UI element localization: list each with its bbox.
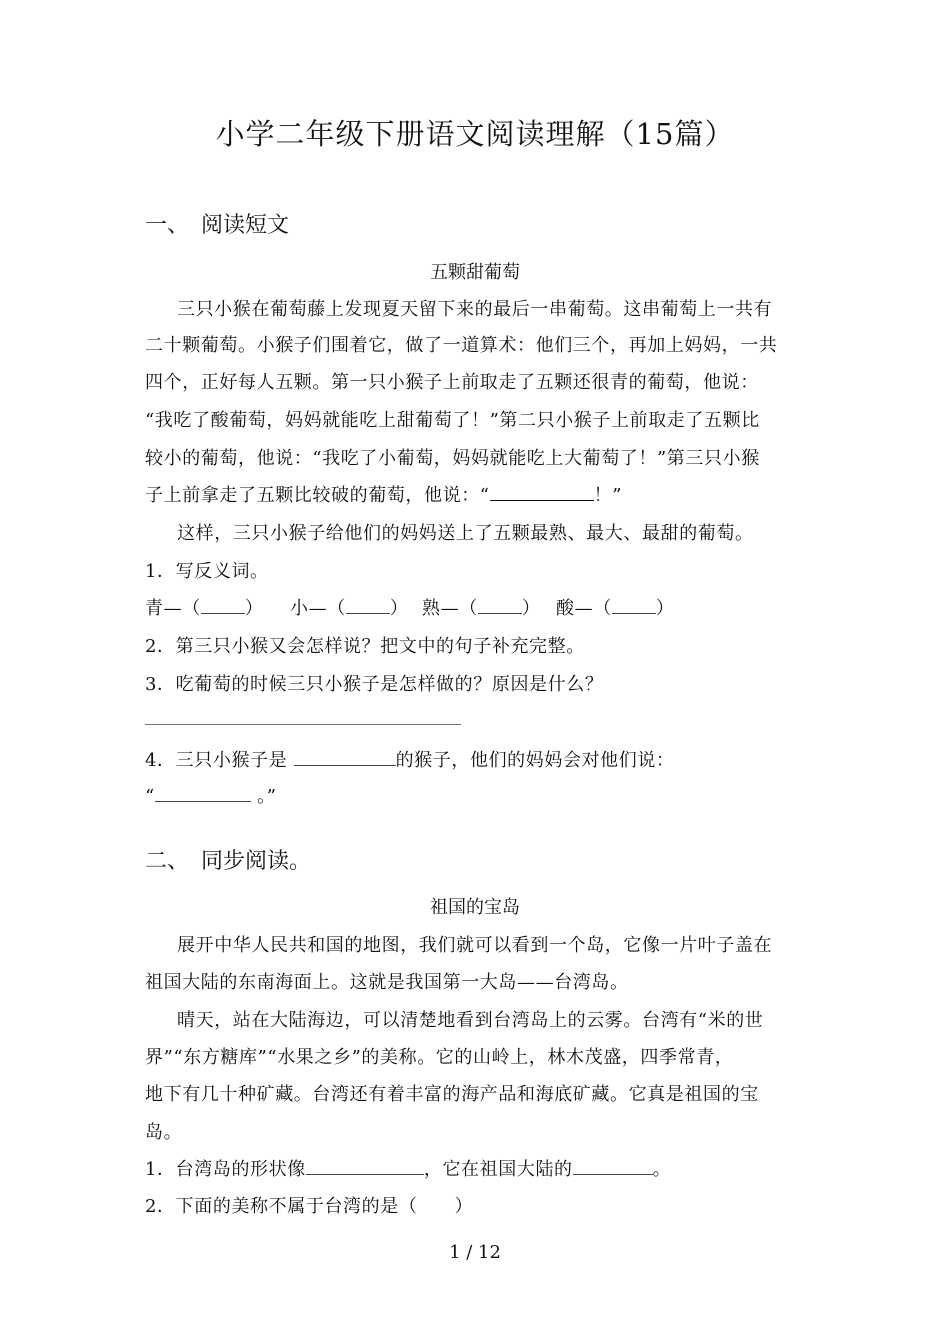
story-line: 祖国大陆的东南海面上。这就是我国第一大岛——台湾岛。 — [145, 972, 629, 993]
section-heading-text: 阅读短文 — [201, 213, 290, 238]
section-heading-2 — [145, 844, 311, 875]
story-text: 子上前拿走了五颗比较破的葡萄，他说：“ — [145, 485, 490, 506]
question-1: 1．写反义词。 — [145, 561, 269, 582]
antonym-blank[interactable] — [612, 597, 656, 614]
question-2: 2．第三只小猴又会怎样说？把文中的句子补充完整。 — [145, 636, 585, 657]
section-heading-1 — [145, 208, 289, 239]
antonym-item: 熟—（ ） — [422, 598, 541, 619]
answer-line[interactable] — [145, 724, 461, 725]
question-1: 1．台湾岛的形状像 ，它在祖国大陆的 。 — [145, 1159, 672, 1180]
antonym-item: 小—（ ） — [290, 598, 409, 619]
question-4: 4．三只小猴子是 的猴子，他们的妈妈会对他们说： — [145, 750, 675, 771]
antonym-blank[interactable] — [201, 597, 245, 614]
story-line-with-blank — [145, 481, 622, 507]
story-line: 四个，正好每人五颗。第一只小猴子上前取走了五颗还很青的葡萄，他说： — [145, 372, 759, 393]
section-number: 二、 — [145, 849, 190, 874]
story-line: 较小的葡萄，他说：“我吃了小葡萄，妈妈就能吃上大葡萄了！”第三只小猴 — [145, 448, 760, 469]
antonym-blank[interactable] — [478, 597, 522, 614]
page-number: 1 / 12 — [449, 1242, 501, 1263]
page-title: 小学二年级下册语文阅读理解（15篇） — [215, 117, 735, 151]
question-3: 3．吃葡萄的时候三只小猴子是怎样做的？原因是什么？ — [145, 674, 604, 695]
section-heading-text: 同步阅读。 — [201, 849, 312, 874]
antonym-blank[interactable] — [346, 597, 390, 614]
story-line: 界”“东方糖库”“水果之乡”的美称。它的山岭上，林木茂盛，四季常青， — [145, 1047, 734, 1068]
answer-blank[interactable] — [573, 1158, 653, 1175]
story-text: ！” — [593, 485, 623, 506]
story-line: “我吃了酸葡萄，妈妈就能吃上甜葡萄了！”第二只小猴子上前取走了五颗比 — [145, 410, 760, 431]
story-line: 二十颗葡萄。小猴子们围着它，做了一道算术：他们三个，再加上妈妈，一共 — [145, 335, 778, 356]
quote-blank[interactable] — [490, 484, 594, 501]
question-4-quote: “ 。” — [145, 786, 277, 807]
answer-blank[interactable] — [155, 785, 251, 802]
antonym-item: 酸—（ ） — [556, 598, 675, 619]
story-line: 地下有几十种矿藏。台湾还有着丰富的海产品和海底矿藏。它真是祖国的宝 — [145, 1084, 759, 1105]
antonym-item: 青—（ ） — [145, 598, 264, 619]
answer-blank[interactable] — [294, 749, 396, 766]
answer-blank[interactable] — [306, 1158, 424, 1175]
story-line: 这样，三只小猴子给他们的妈妈送上了五颗最熟、最大、最甜的葡萄。 — [177, 523, 754, 544]
story-line: 晴天，站在大陆海边，可以清楚地看到台湾岛上的云雾。台湾有“米的世 — [177, 1010, 764, 1031]
question-2: 2．下面的美称不属于台湾的是（ ） — [145, 1196, 474, 1217]
story-title: 五颗甜葡萄 — [430, 262, 520, 283]
antonym-row — [145, 594, 674, 620]
story-line: 三只小猴在葡萄藤上发现夏天留下来的最后一串葡萄。这串葡萄上一共有 — [177, 299, 773, 320]
section-number: 一、 — [145, 213, 190, 238]
story-line: 展开中华人民共和国的地图，我们就可以看到一个岛，它像一片叶子盖在 — [177, 935, 773, 956]
story-title: 祖国的宝岛 — [430, 897, 520, 918]
story-line: 岛。 — [145, 1122, 183, 1143]
